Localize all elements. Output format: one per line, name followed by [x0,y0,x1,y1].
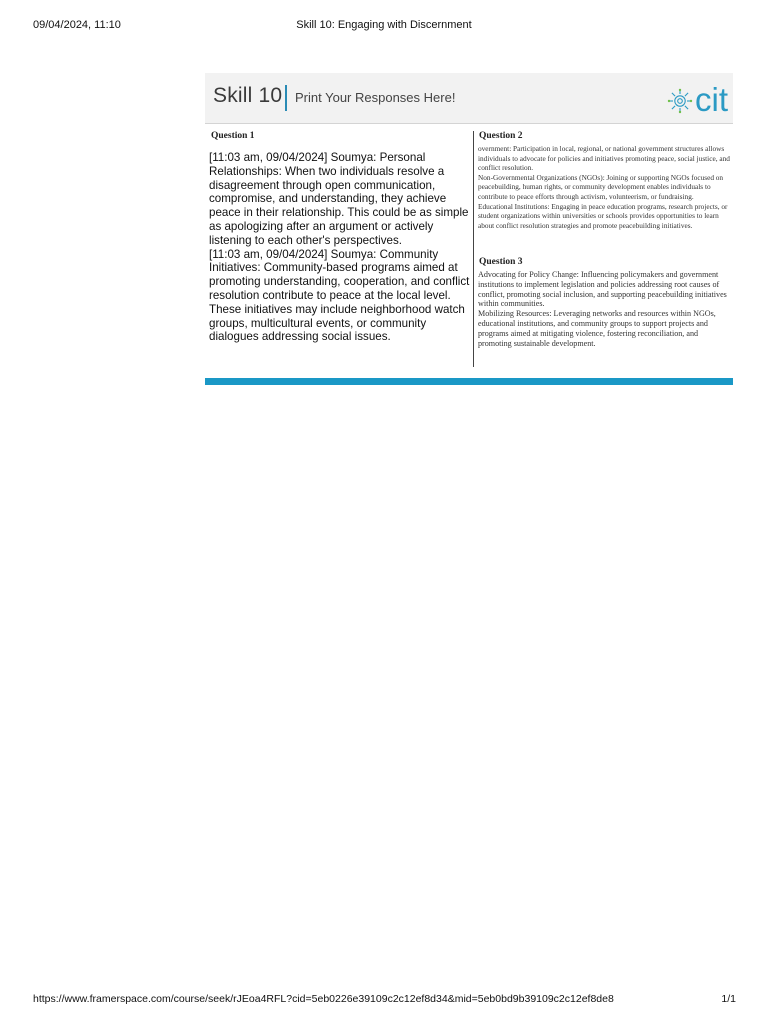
question-2-paragraph: Educational Institutions: Engaging in peace education programs, research projects, or student organizations within universities or schools provides opportunities to learn about conflict resolution strategies and promote peacebuilding initiatives. [478,201,728,230]
print-url: https://www.framerspace.com/course/seek/rJEoa4RFL?cid=5eb0226e39109c2c12ef8d34&mid=5eb0bd9b39109c2c12ef8de8 [33,993,614,1005]
logo-wordmark: cit [695,81,728,118]
print-header [0,0,768,40]
card-header [205,73,733,124]
print-footer [0,993,768,1013]
gear-icon [667,88,693,114]
print-page-number: 1/1 [721,993,736,1005]
question-3-paragraph: Mobilizing Resources: Leveraging networks and resources within NGOs, educational institutions, and community groups to support projects and programs aimed at mitigating violence, fostering reconciliation, and promoting sustainable development. [478,309,716,348]
print-datetime: 09/04/2024, 11:10 [33,19,121,31]
column-divider [473,131,474,367]
question-1-heading: Question 1 [211,131,255,141]
question-2-heading: Question 2 [479,131,523,141]
question-2-paragraph: overnment: Participation in local, regional, or national government structures allows individuals to advocate for policies and initiatives promoting peace, social justice, and conflict resolution. [478,144,730,173]
skill-title: Skill 10 [213,84,283,107]
question-3-response [478,270,731,348]
brand-logo [667,80,733,118]
question-1-response: [11:03 am, 09/04/2024] Soumya: Personal Relationships: When two individuals resolve a disagreement through open communication, compromise, and understanding, they achieve peace in their relationship. This could be as simple as apologizing after an argument or actively listening to each other's perspectives. [11:03 am, 09/04/2024] Soumya: Community Initiatives: Community-based programs aimed at promoting understanding, cooperation, and conflict resolution contribute to peace at the local level. These initiatives may include neighborhood watch groups, multicultural events, or community dialogues addressing social issues. [209,151,470,344]
header-subtitle: Print Your Responses Here! [295,90,456,105]
header-divider [285,85,287,111]
print-page-title: Skill 10: Engaging with Discernment [296,19,472,31]
accent-bar [205,378,733,385]
question-2-response [478,144,731,230]
question-3-heading: Question 3 [479,257,523,267]
question-2-paragraph: Non-Governmental Organizations (NGOs): Joining or supporting NGOs focused on peacebuilding, human rights, or community development enables individuals to contribute to peace efforts through activism, volunteerism, or fundraising. [478,172,724,201]
skill-response-card [205,73,733,385]
question-3-paragraph: Advocating for Policy Change: Influencing policymakers and government institutions to implement legislation and policies addressing root causes of conflict, promoting social inclusion, and supporting peacebuilding initiatives within communities. [478,270,727,309]
